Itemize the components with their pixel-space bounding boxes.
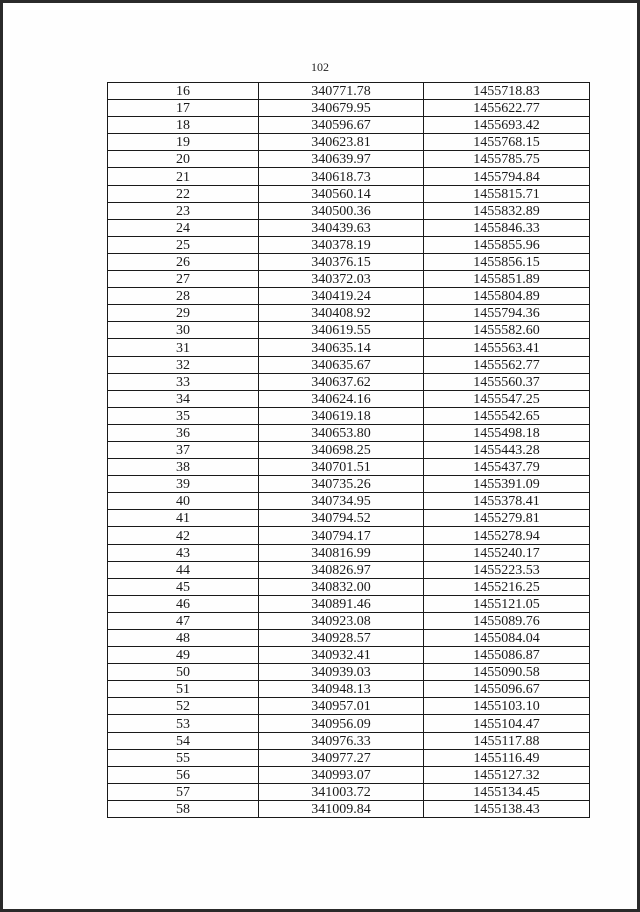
table-row [108,288,590,305]
table-row [108,202,590,219]
y-coordinate-cell: 1455851.89 [424,271,590,288]
y-coordinate-cell: 1455103.10 [424,698,590,715]
point-number-cell: 49 [108,647,259,664]
point-number-cell: 29 [108,305,259,322]
y-coordinate-cell: 1455582.60 [424,322,590,339]
table-row [108,253,590,270]
point-number-cell: 16 [108,83,259,100]
y-coordinate-cell: 1455815.71 [424,185,590,202]
y-coordinate-cell: 1455768.15 [424,134,590,151]
y-coordinate-cell: 1455498.18 [424,424,590,441]
x-coordinate-cell: 340619.18 [259,407,424,424]
x-coordinate-cell: 340408.92 [259,305,424,322]
table-row [108,766,590,783]
y-coordinate-cell: 1455117.88 [424,732,590,749]
y-coordinate-cell: 1455096.67 [424,681,590,698]
point-number-cell: 54 [108,732,259,749]
table-row [108,544,590,561]
point-number-cell: 38 [108,459,259,476]
point-number-cell: 42 [108,527,259,544]
coordinates-table [107,82,590,818]
table-row [108,151,590,168]
x-coordinate-cell: 340948.13 [259,681,424,698]
point-number-cell: 22 [108,185,259,202]
x-coordinate-cell: 340378.19 [259,236,424,253]
x-coordinate-cell: 340637.62 [259,373,424,390]
table-row [108,578,590,595]
table-row [108,424,590,441]
x-coordinate-cell: 340653.80 [259,424,424,441]
x-coordinate-cell: 340618.73 [259,168,424,185]
point-number-cell: 30 [108,322,259,339]
x-coordinate-cell: 340624.16 [259,390,424,407]
y-coordinate-cell: 1455846.33 [424,219,590,236]
point-number-cell: 24 [108,219,259,236]
y-coordinate-cell: 1455240.17 [424,544,590,561]
y-coordinate-cell: 1455560.37 [424,373,590,390]
coordinates-table-body [108,83,590,818]
y-coordinate-cell: 1455223.53 [424,561,590,578]
point-number-cell: 51 [108,681,259,698]
point-number-cell: 25 [108,236,259,253]
x-coordinate-cell: 340635.67 [259,356,424,373]
y-coordinate-cell: 1455794.84 [424,168,590,185]
table-row [108,561,590,578]
y-coordinate-cell: 1455090.58 [424,664,590,681]
x-coordinate-cell: 340771.78 [259,83,424,100]
y-coordinate-cell: 1455278.94 [424,527,590,544]
table-row [108,305,590,322]
table-row [108,612,590,629]
y-coordinate-cell: 1455437.79 [424,459,590,476]
y-coordinate-cell: 1455547.25 [424,390,590,407]
table-row [108,236,590,253]
table-row [108,476,590,493]
x-coordinate-cell: 340596.67 [259,117,424,134]
x-coordinate-cell: 340891.46 [259,595,424,612]
table-row [108,595,590,612]
table-row [108,681,590,698]
point-number-cell: 20 [108,151,259,168]
point-number-cell: 58 [108,800,259,817]
table-row [108,647,590,664]
point-number-cell: 57 [108,783,259,800]
y-coordinate-cell: 1455089.76 [424,612,590,629]
x-coordinate-cell: 340816.99 [259,544,424,561]
point-number-cell: 27 [108,271,259,288]
point-number-cell: 47 [108,612,259,629]
x-coordinate-cell: 340957.01 [259,698,424,715]
point-number-cell: 26 [108,253,259,270]
y-coordinate-cell: 1455086.87 [424,647,590,664]
table-row [108,134,590,151]
point-number-cell: 37 [108,441,259,458]
table-row [108,271,590,288]
point-number-cell: 34 [108,390,259,407]
x-coordinate-cell: 340679.95 [259,100,424,117]
table-row [108,732,590,749]
y-coordinate-cell: 1455856.15 [424,253,590,270]
point-number-cell: 31 [108,339,259,356]
x-coordinate-cell: 340623.81 [259,134,424,151]
x-coordinate-cell: 340928.57 [259,630,424,647]
point-number-cell: 18 [108,117,259,134]
table-row [108,185,590,202]
point-number-cell: 36 [108,424,259,441]
y-coordinate-cell: 1455138.43 [424,800,590,817]
point-number-cell: 23 [108,202,259,219]
y-coordinate-cell: 1455443.28 [424,441,590,458]
point-number-cell: 17 [108,100,259,117]
x-coordinate-cell: 340372.03 [259,271,424,288]
point-number-cell: 39 [108,476,259,493]
x-coordinate-cell: 340376.15 [259,253,424,270]
x-coordinate-cell: 340939.03 [259,664,424,681]
y-coordinate-cell: 1455084.04 [424,630,590,647]
x-coordinate-cell: 341003.72 [259,783,424,800]
point-number-cell: 45 [108,578,259,595]
x-coordinate-cell: 340976.33 [259,732,424,749]
table-row [108,373,590,390]
point-number-cell: 53 [108,715,259,732]
x-coordinate-cell: 340826.97 [259,561,424,578]
table-row [108,800,590,817]
table-row [108,83,590,100]
x-coordinate-cell: 341009.84 [259,800,424,817]
table-row [108,168,590,185]
x-coordinate-cell: 340698.25 [259,441,424,458]
point-number-cell: 33 [108,373,259,390]
y-coordinate-cell: 1455794.36 [424,305,590,322]
document-page [3,3,637,909]
x-coordinate-cell: 340794.52 [259,510,424,527]
table-row [108,390,590,407]
y-coordinate-cell: 1455785.75 [424,151,590,168]
table-row [108,715,590,732]
point-number-cell: 28 [108,288,259,305]
y-coordinate-cell: 1455562.77 [424,356,590,373]
table-row [108,664,590,681]
x-coordinate-cell: 340639.97 [259,151,424,168]
y-coordinate-cell: 1455378.41 [424,493,590,510]
point-number-cell: 48 [108,630,259,647]
page-number: 102 [311,60,329,74]
x-coordinate-cell: 340794.17 [259,527,424,544]
y-coordinate-cell: 1455718.83 [424,83,590,100]
x-coordinate-cell: 340439.63 [259,219,424,236]
table-row [108,630,590,647]
table-row [108,493,590,510]
table-row [108,117,590,134]
point-number-cell: 52 [108,698,259,715]
table-row [108,356,590,373]
point-number-cell: 19 [108,134,259,151]
point-number-cell: 35 [108,407,259,424]
x-coordinate-cell: 340419.24 [259,288,424,305]
point-number-cell: 56 [108,766,259,783]
table-row [108,749,590,766]
table-row [108,441,590,458]
y-coordinate-cell: 1455855.96 [424,236,590,253]
x-coordinate-cell: 340977.27 [259,749,424,766]
x-coordinate-cell: 340560.14 [259,185,424,202]
x-coordinate-cell: 340923.08 [259,612,424,629]
point-number-cell: 50 [108,664,259,681]
table-row [108,407,590,424]
y-coordinate-cell: 1455121.05 [424,595,590,612]
point-number-cell: 32 [108,356,259,373]
y-coordinate-cell: 1455693.42 [424,117,590,134]
x-coordinate-cell: 340993.07 [259,766,424,783]
y-coordinate-cell: 1455391.09 [424,476,590,493]
x-coordinate-cell: 340832.00 [259,578,424,595]
point-number-cell: 40 [108,493,259,510]
point-number-cell: 55 [108,749,259,766]
y-coordinate-cell: 1455622.77 [424,100,590,117]
y-coordinate-cell: 1455542.65 [424,407,590,424]
y-coordinate-cell: 1455563.41 [424,339,590,356]
y-coordinate-cell: 1455216.25 [424,578,590,595]
table-row [108,322,590,339]
y-coordinate-cell: 1455804.89 [424,288,590,305]
table-row [108,510,590,527]
y-coordinate-cell: 1455116.49 [424,749,590,766]
point-number-cell: 44 [108,561,259,578]
y-coordinate-cell: 1455279.81 [424,510,590,527]
table-row [108,219,590,236]
y-coordinate-cell: 1455127.32 [424,766,590,783]
x-coordinate-cell: 340956.09 [259,715,424,732]
x-coordinate-cell: 340500.36 [259,202,424,219]
table-row [108,459,590,476]
y-coordinate-cell: 1455832.89 [424,202,590,219]
point-number-cell: 21 [108,168,259,185]
table-row [108,698,590,715]
x-coordinate-cell: 340734.95 [259,493,424,510]
y-coordinate-cell: 1455104.47 [424,715,590,732]
table-row [108,527,590,544]
x-coordinate-cell: 340619.55 [259,322,424,339]
point-number-cell: 43 [108,544,259,561]
x-coordinate-cell: 340735.26 [259,476,424,493]
x-coordinate-cell: 340635.14 [259,339,424,356]
point-number-cell: 46 [108,595,259,612]
x-coordinate-cell: 340701.51 [259,459,424,476]
point-number-cell: 41 [108,510,259,527]
table-row [108,339,590,356]
table-row [108,783,590,800]
x-coordinate-cell: 340932.41 [259,647,424,664]
y-coordinate-cell: 1455134.45 [424,783,590,800]
table-row [108,100,590,117]
